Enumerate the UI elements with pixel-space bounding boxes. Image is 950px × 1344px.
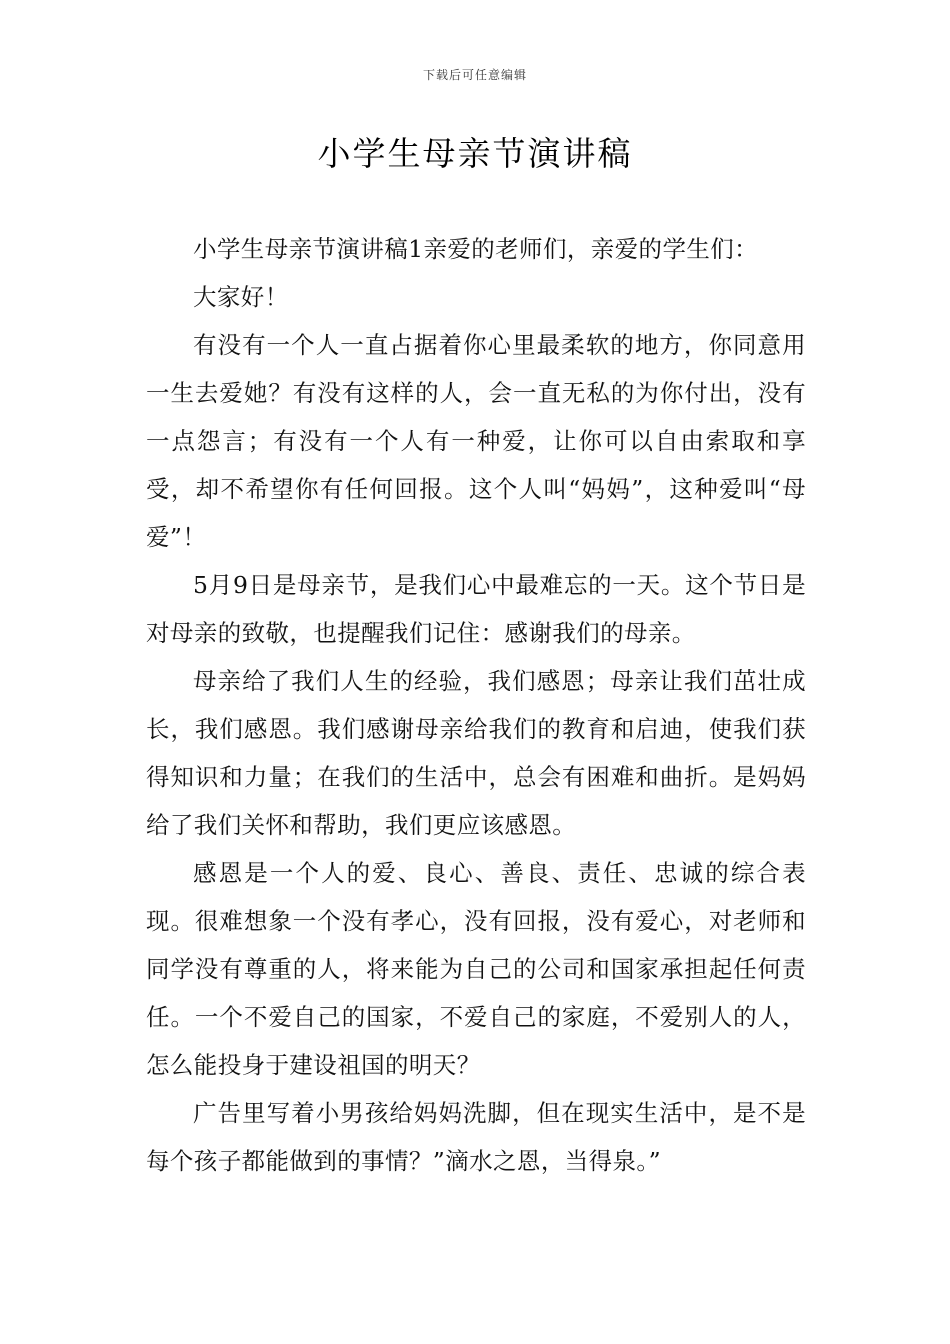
document-body (146, 225, 806, 1185)
paragraph-gratitude: 母亲给了我们人生的经验，我们感恩；母亲让我们茁壮成长，我们感恩。我们感谢母亲给我们的教育和启迪，使我们获得知识和力量；在我们的生活中，总会有困难和曲折。是妈妈给了我们关怀和帮助，我们更应该感恩。 (146, 667, 806, 839)
document-title: 小学生母亲节演讲稿 (317, 134, 633, 173)
paragraph-mothers-day: 5月9日是母亲节，是我们心中最难忘的一天。这个节日是对母亲的致敬，也提醒我们记住：感谢我们的母亲。 (146, 571, 806, 647)
paragraph-greeting: 小学生母亲节演讲稿1亲爱的老师们，亲爱的学生们： (193, 235, 759, 263)
paragraph-advertisement: 广告里写着小男孩给妈妈洗脚，但在现实生活中，是不是每个孩子都能做到的事情？”滴水之恩，当得泉。” (146, 1099, 806, 1175)
paragraph-mother-love: 有没有一个人一直占据着你心里最柔软的地方，你同意用一生去爱她？有没有这样的人，会一直无私的为你付出，没有一点怨言；有没有一个人有一种爱，让你可以自由索取和享受，却不希望你有任何回报。这个人叫“妈妈”，这种爱叫“母爱”！ (146, 331, 806, 551)
paragraph-responsibility: 感恩是一个人的爱、良心、善良、责任、忠诚的综合表现。很难想象一个没有孝心，没有回报，没有爱心，对老师和同学没有尊重的人，将来能为自己的公司和国家承担起任何责任。一个不爱自己的国家，不爱自己的家庭，不爱别人的人，怎么能投身于建设祖国的明天？ (146, 859, 806, 1079)
paragraph-hello: 大家好！ (193, 283, 289, 311)
header-note: 下载后可任意编辑 (422, 68, 527, 82)
